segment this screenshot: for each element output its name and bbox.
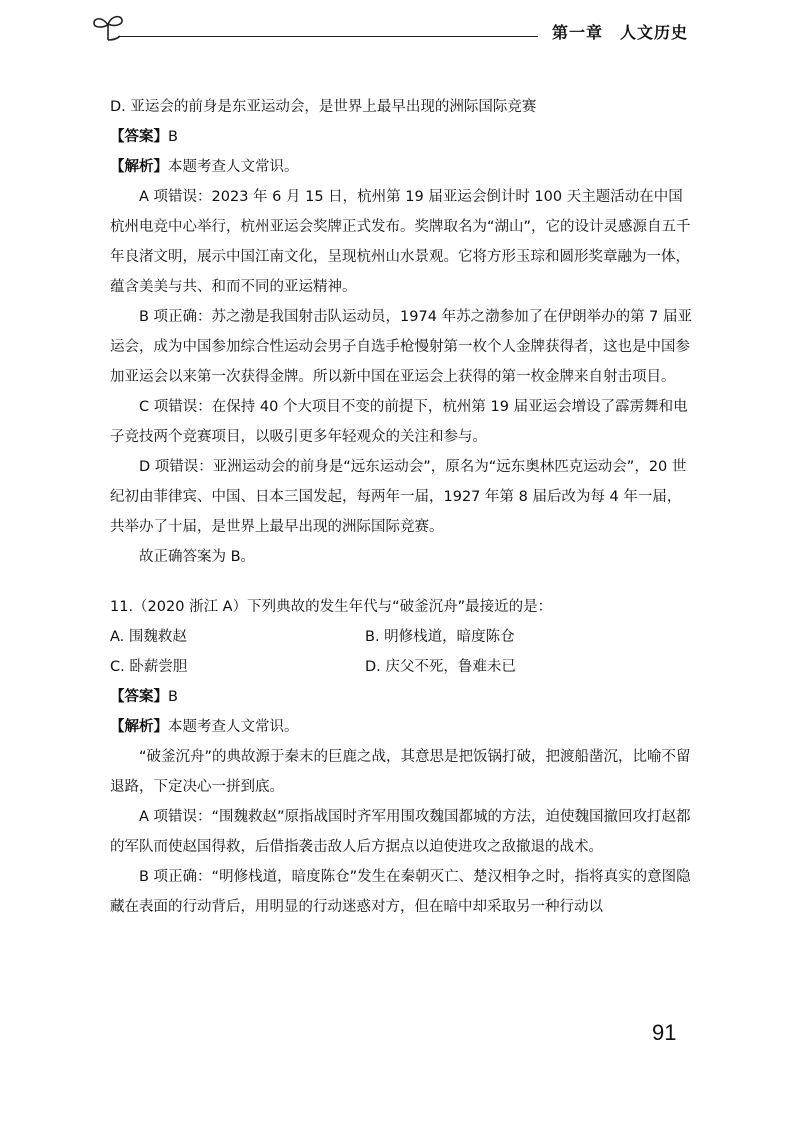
- q11-option-d: D. 庆父不死，鲁难未已: [365, 659, 516, 675]
- analysis-intro: 本题考查人文常识。: [168, 719, 299, 735]
- q10-paragraph-a: A 项错误：2023 年 6 月 15 日，杭州第 19 届亚运会倒计时 100 天主题活动在中国杭州电竞中心举行，杭州亚运会奖牌正式发布。奖牌取名为“湖山”，它的设计灵感源自五千年良渚文明，展示中国江南文化，呈现杭州山水景观。它将方形玉琮和圆形奖章融为一体，蕴含美美与共、和而不同的亚运精神。: [110, 189, 691, 295]
- q10-paragraph-b: B 项正确：苏之渤是我国射击队运动员，1974 年苏之渤参加了在伊朗举办的第 7 届亚运会，成为中国参加综合性运动会男子自选手枪慢射第一枚个人金牌获得者，这也是中国参加亚运会以来第一次获得金牌。所以新中国在亚运会上获得的第一枚金牌来自射击项目。: [110, 309, 693, 385]
- q10-conclusion: 故正确答案为 B。: [139, 549, 256, 565]
- q11-options-row-1: [110, 622, 695, 652]
- q11-analysis: [110, 712, 695, 742]
- q11-option-c: C. 卧薪尝胆: [110, 659, 188, 675]
- analysis-label: 【解析】: [110, 159, 168, 175]
- answer-value: B: [168, 689, 178, 705]
- q11-option-b: B. 明修栈道，暗度陈仓: [365, 629, 515, 645]
- q11-stem: 11.（2020 浙江 A）下列典故的发生年代与“破釜沉舟”最接近的是：: [110, 599, 553, 615]
- q10-paragraph-d: D 项错误：亚洲运动会的前身是“远东运动会”，原名为“远东奥林匹克运动会”，20 世纪初由菲律宾、中国、日本三国发起，每两年一届，1927 年第 8 届后改为每 4 年一届，共举办了十届，是世界上最早出现的洲际国际竞赛。: [110, 459, 687, 535]
- q10-paragraph-c: C 项错误：在保持 40 个大项目不变的前提下，杭州第 19 届亚运会增设了霹雳舞和电子竞技两个竞赛项目，以吸引更多年轻观众的关注和参与。: [110, 399, 688, 445]
- q11-options-row-2: [110, 652, 695, 682]
- analysis-label: 【解析】: [110, 719, 168, 735]
- analysis-intro: 本题考查人文常识。: [168, 159, 299, 175]
- q11-option-a: A. 围魏救赵: [110, 629, 187, 645]
- question-gap: [110, 572, 695, 592]
- page-number: 91: [652, 1020, 677, 1045]
- q11-answer: [110, 682, 695, 712]
- answer-label: 【答案】: [110, 129, 168, 145]
- q11-paragraph-a: A 项错误：“围魏救赵”原指战国时齐军用围攻魏国都城的方法，迫使魏国撤回攻打赵都的军队而使赵国得救，后借指袭击敌人后方据点以迫使进攻之敌撤退的战术。: [110, 809, 691, 855]
- q10-analysis: [110, 152, 695, 182]
- q10-answer: [110, 122, 695, 152]
- answer-value: B: [168, 129, 178, 145]
- answer-label: 【答案】: [110, 689, 168, 705]
- header-rule: [118, 36, 538, 37]
- q11-paragraph-b: B 项正确：“明修栈道，暗度陈仓”发生在秦朝灭亡、楚汉相争之时，指将真实的意图隐藏在表面的行动背后，用明显的行动迷惑对方，但在暗中却采取另一种行动以: [110, 869, 691, 915]
- page-header: [0, 0, 800, 60]
- q11-paragraph-origin: “破釜沉舟”的典故源于秦末的巨鹿之战，其意思是把饭锅打破，把渡船凿沉，比喻不留退路，下定决心一拼到底。: [110, 749, 691, 795]
- q10-option-d: D. 亚运会的前身是东亚运动会，是世界上最早出现的洲际国际竞赛: [110, 99, 537, 115]
- chapter-title: 第一章 人文历史: [552, 23, 689, 42]
- sprout-icon: [90, 12, 128, 42]
- page-body: [110, 92, 695, 922]
